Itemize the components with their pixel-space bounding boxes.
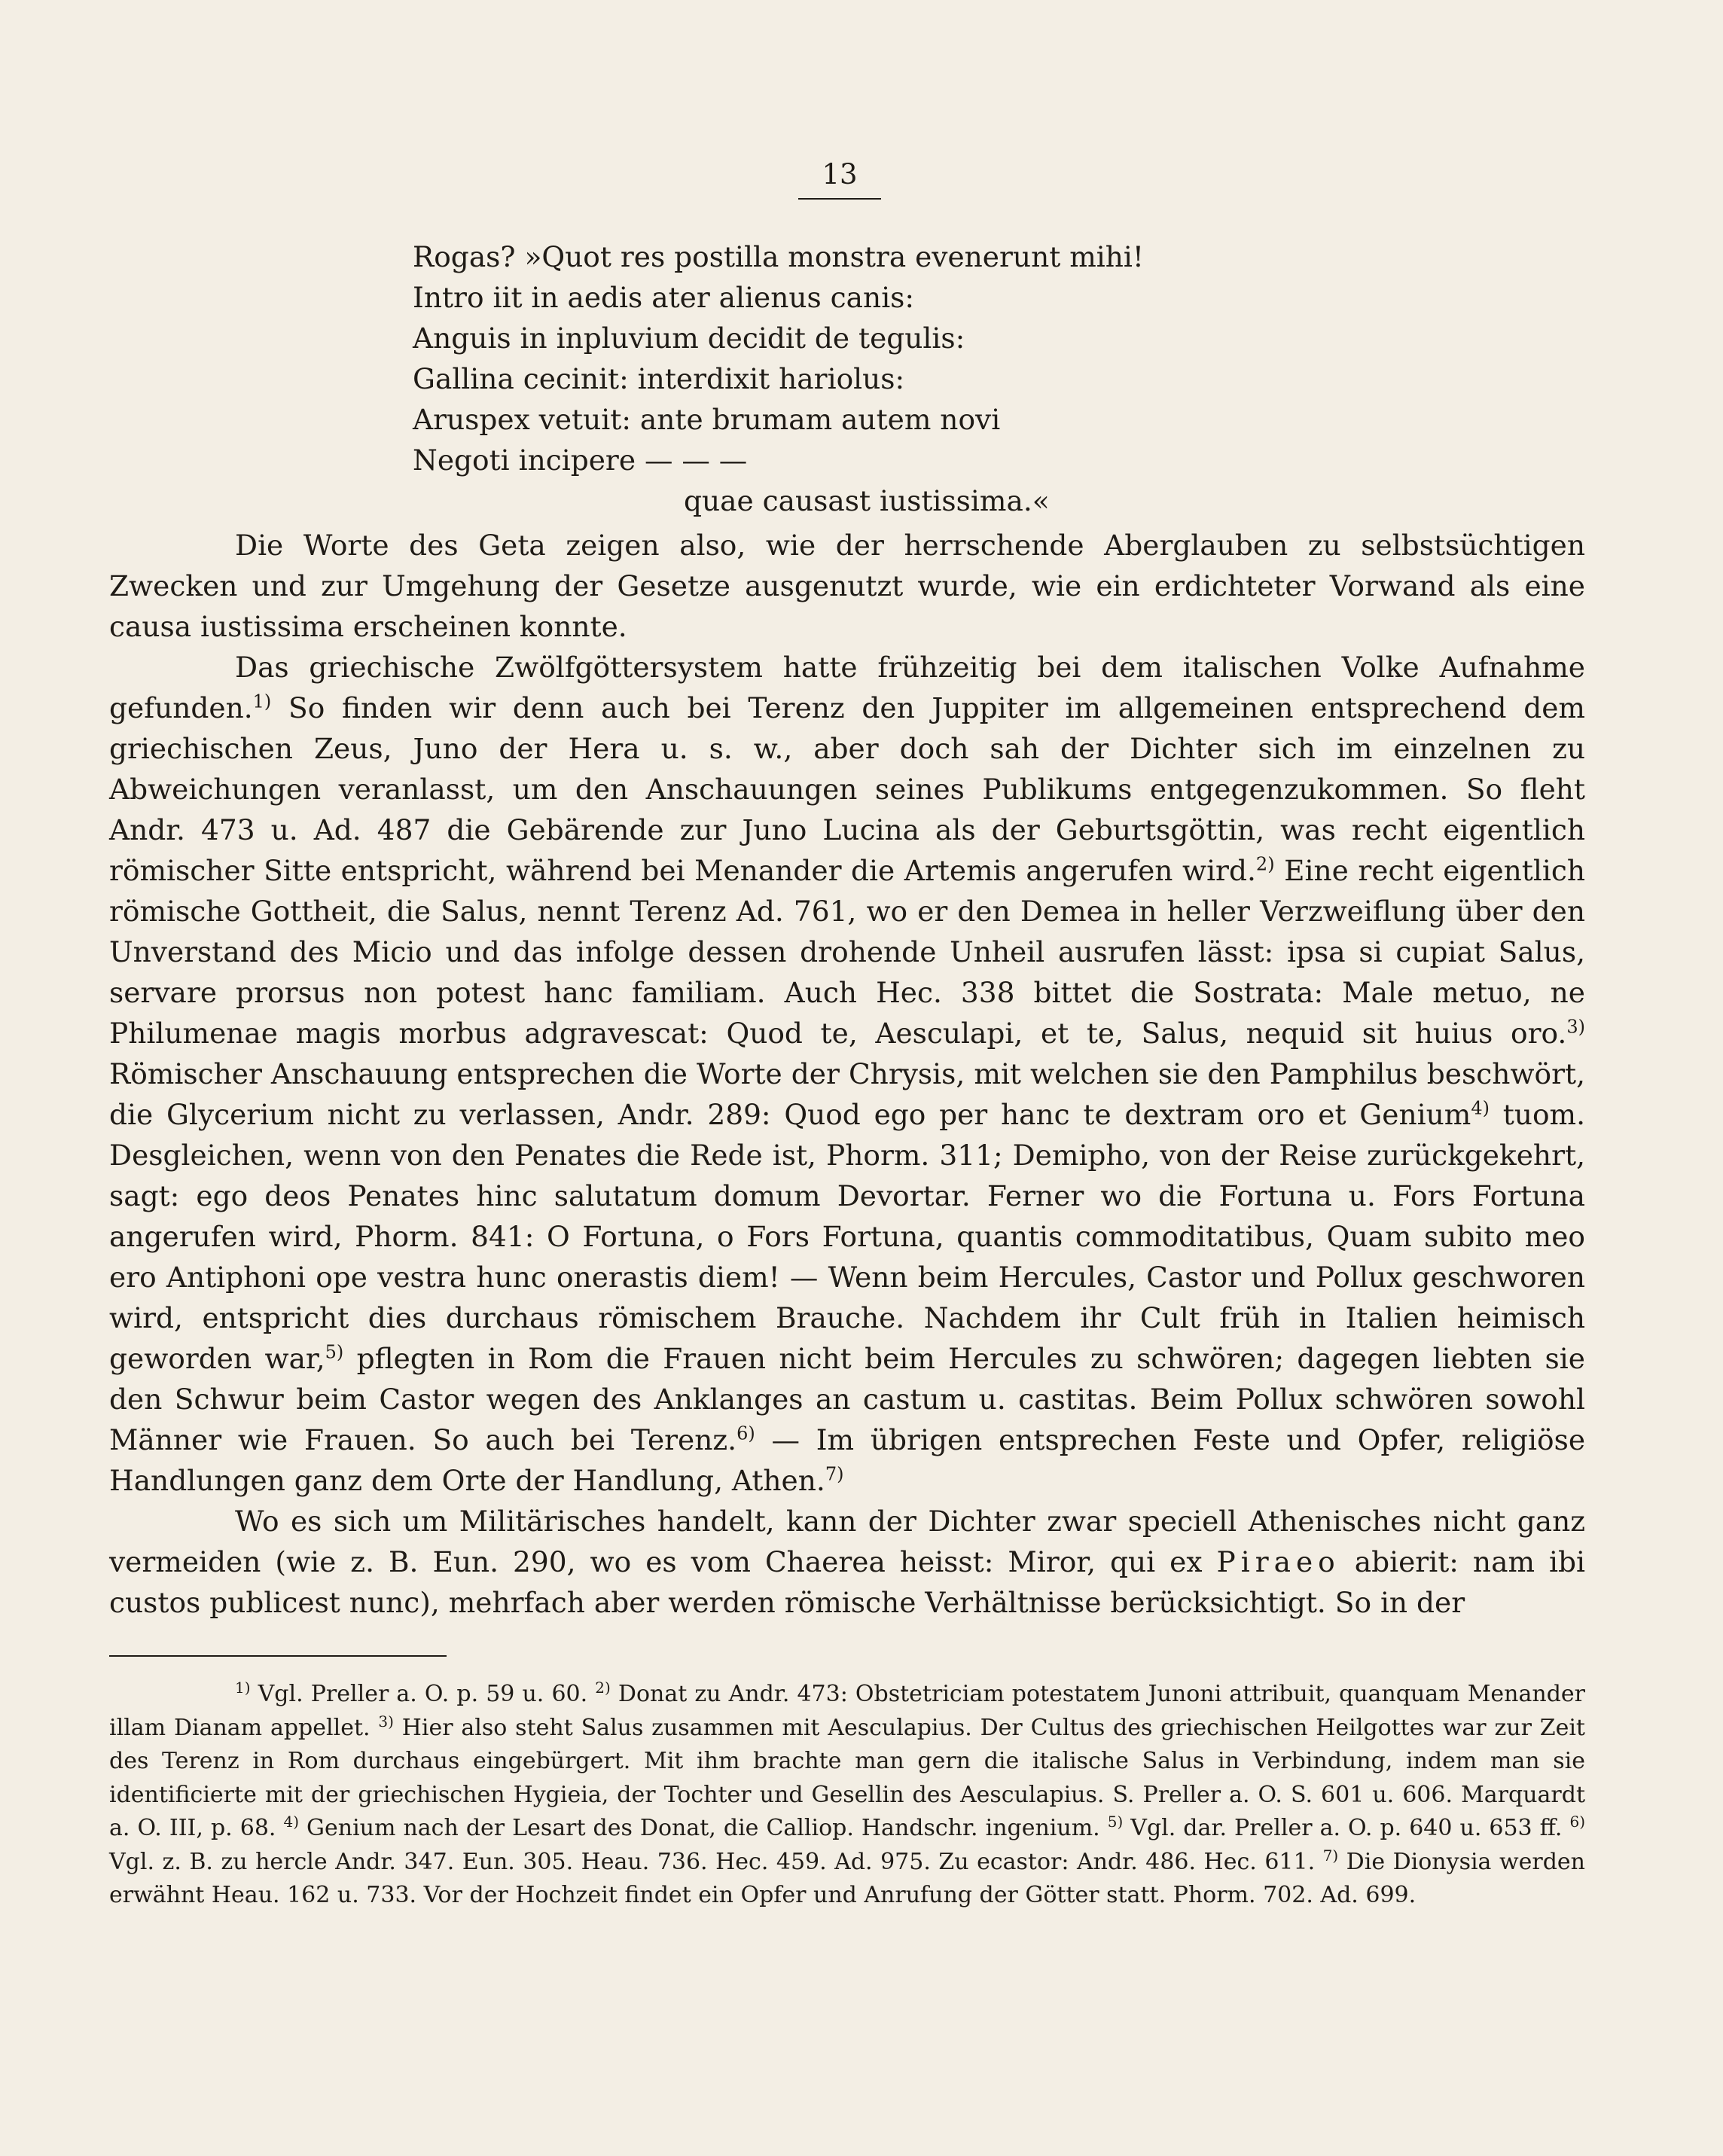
page-number-rule [798,198,881,200]
verse-line: Aruspex vetuit: ante brumam autem novi [413,403,1001,436]
footnote-marker: 5) [1107,1813,1124,1831]
body-text [109,525,1585,1623]
text-run: Das griechische Zwölfgöttersystem hatte frühzeitig bei dem italischen Volke Aufnahme gefunden. [109,651,1585,724]
footnote-text: Die Dionysia werden erwähnt Heau. 162 u. 733. Vor der Hochzeit findet ein Opfer und Anrufung der Götter statt. Phorm. 702. Ad. 699. [109,1848,1586,1908]
text-run: abierit: nam ibi custos publicest nunc), mehrfach aber werden römische Verhältnisse berücksichtigt. So in der [109,1545,1585,1619]
footnote-block [109,1678,1585,1913]
text-run: So finden wir denn auch bei Terenz den Juppiter im allgemeinen entsprechend dem griechischen Zeus, Juno der Hera u. s. w., aber doch sah der Dichter sich im einzelnen zu Abweichungen veranlasst, um den Anschauungen seines Publikums entgegenzukommen. So fleht Andr. 473 u. Ad. 487 die Gebärende zur Juno Lucina als der Geburtsgöttin, was recht eigentlich römischer Sitte entspricht, während bei Menander die Artemis angerufen wird. [109,691,1585,887]
text-run: Eine recht eigentlich römische Gottheit, die Salus, nennt Terenz Ad. 761, wo er den Demea in heller Verzweiflung über den Unverstand des Micio und das infolge dessen drohende Unheil ausrufen lässt: ipsa si cupiat Salus, servare prorsus non potest hanc familiam. Auch Hec. 338 bittet die Sostrata: Male metuo, ne Philumenae magis morbus adgravescat: Quod te, Aesculapi, et te, Salus, nequid sit huius oro. [109,854,1586,1050]
paragraph-2 [109,647,1585,1501]
verse-quotation [413,236,1392,521]
paragraph-3 [109,1501,1585,1623]
footnote-text: Vgl. Preller a. O. p. 59 u. 60. [250,1681,596,1707]
footnote-marker: 3) [378,1712,394,1731]
footnote-ref: 4) [1471,1097,1490,1119]
footnote-marker: 2) [595,1679,611,1697]
verse-line-last: quae causast iustissima.« [684,484,1050,517]
text-run: pflegten in Rom die Frauen nicht beim Hercules zu schwören; dagegen liebten sie den Schwur beim Castor wegen des Anklanges an castum u. castitas. Beim Pollux schwören sowohl Männer wie Frauen. So auch bei Terenz. [109,1342,1585,1456]
paragraph-1: Die Worte des Geta zeigen also, wie der herrschende Aberglauben zu selbstsüchtigen Zwecken und zur Umgehung der Gesetze ausgenutzt wurde, wie ein erdichteter Vorwand als eine causa iustissima erscheinen konnte. [109,529,1585,643]
footnote-ref: 6) [736,1423,755,1444]
page-number: 13 [822,158,858,191]
footnote-text: Hier also steht Salus zusammen mit Aesculapius. Der Cultus des griechischen Heilgottes war zur Zeit des Terenz in Rom durchaus eingebürgert. Mit ihm brachte man gern die italische Salus in Verbindung, indem man sie identificierte mit der griechischen Hygieia, der Tochter und Gesellin des Aesculapius. S. Preller a. O. S. 601 u. 606. Marquardt a. O. III, p. 68. [109,1714,1585,1841]
verse-line: Rogas? »Quot res postilla monstra evenerunt mihi! [413,240,1144,273]
footnote-rule [109,1655,447,1657]
verse-line: Gallina cecinit: interdixit hariolus: [413,362,905,395]
footnote-ref: 2) [1255,853,1275,875]
footnote-ref: 7) [825,1463,844,1485]
footnote-ref: 3) [1566,1016,1585,1038]
text-run: Wo es sich um Militärisches handelt, kann der Dichter zwar speciell Athenisches nicht ganz vermeiden (wie z. B. Eun. 290, wo es vom Chaerea heisst: Miror, qui ex [109,1505,1585,1578]
verse-line: Anguis in inpluvium decidit de tegulis: [413,322,965,355]
footnote-marker: 7) [1322,1846,1339,1865]
footnote-text: Donat zu Andr. 473: Obstetriciam potestatem Junoni attribuit, quanquam Menander illam Dianam appellet. [109,1681,1585,1741]
spaced-word: Piraeo [1216,1545,1340,1578]
footnote-text: Genium nach der Lesart des Donat, die Calliop. Handschr. ingenium. [299,1815,1108,1841]
footnote-ref: 1) [252,691,272,712]
text-run: — Im übrigen entsprechen Feste und Opfer, religiöse Handlungen ganz dem Orte der Handlung, Athen. [109,1423,1586,1497]
text-run: Römischer Anschauung entsprechen die Worte der Chrysis, mit welchen sie den Pamphilus beschwört, die Glycerium nicht zu verlassen, Andr. 289: Quod ego per hanc te dextram oro et Genium [109,1057,1585,1131]
verse-line: Negoti incipere — — — [413,444,748,477]
footnote-ref: 5) [325,1341,344,1363]
footnote-text: Vgl. z. B. zu hercle Andr. 347. Eun. 305. Heau. 736. Hec. 459. Ad. 975. Zu ecastor: Andr. 486. Hec. 611. [109,1848,1323,1875]
verse-line: Intro iit in aedis ater alienus canis: [413,281,915,314]
footnote-marker: 6) [1569,1813,1586,1831]
text-run: tuom. Desgleichen, wenn von den Penates die Rede ist, Phorm. 311; Demipho, von der Reise zurückgekehrt, sagt: ego deos Penates hinc salutatum domum Devortar. Ferner wo die Fortuna u. Fors Fortuna angerufen wird, Phorm. 841: O Fortuna, o Fors Fortuna, quantis commoditatibus, Quam subito meo ero Antiphoni ope vestra hunc onerastis diem! — Wenn beim Hercules, Castor und Pollux geschworen wird, entspricht dies durchaus römischem Brauche. Nachdem ihr Cult früh in Italien heimisch geworden war, [109,1098,1586,1375]
footnote-marker: 4) [283,1813,300,1831]
footnote-marker: 1) [235,1679,251,1697]
footnote-text: Vgl. dar. Preller a. O. p. 640 u. 653 ff. [1123,1815,1570,1841]
footnotes [109,1678,1585,1913]
